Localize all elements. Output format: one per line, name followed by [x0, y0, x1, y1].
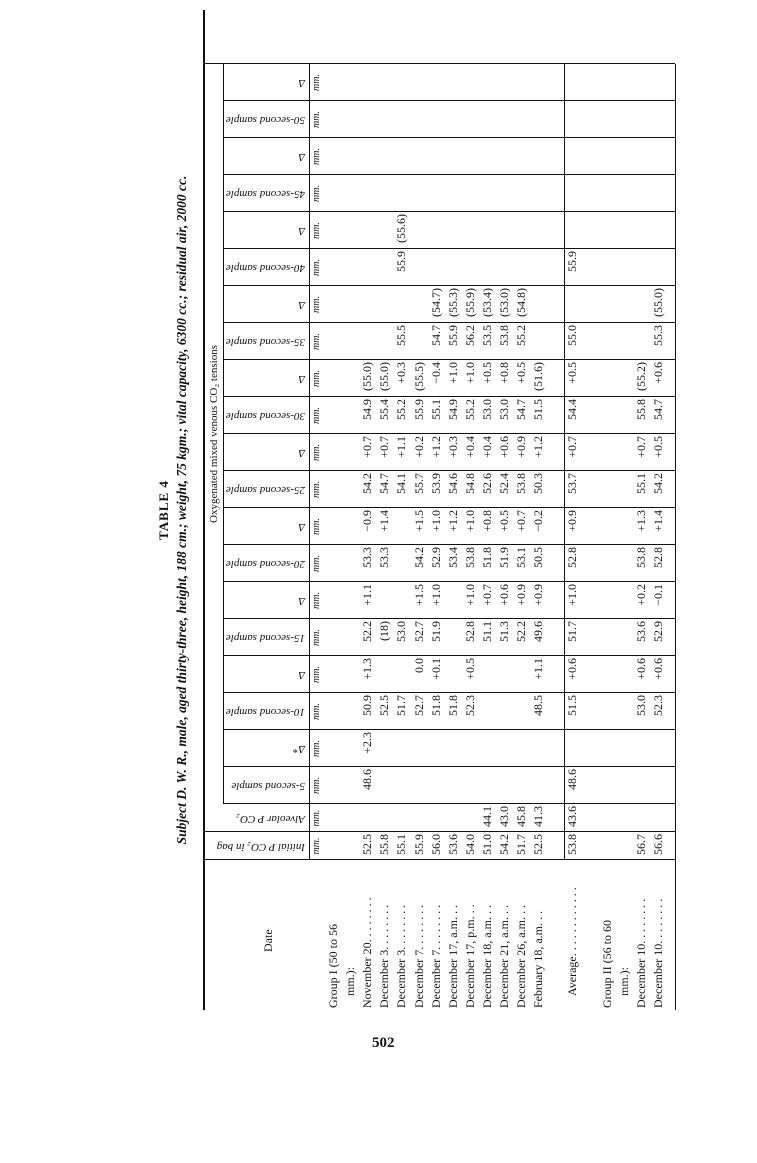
- table-cell: 55.9: [445, 325, 460, 346]
- delta-value: +0.3: [445, 436, 460, 458]
- table-cell: 55.7: [411, 473, 426, 494]
- delta-value: −0.2: [531, 510, 546, 532]
- table-cell: 55.5: [394, 325, 409, 346]
- delta-value: +1.0: [565, 584, 580, 606]
- table-cell: 51.8: [428, 695, 443, 716]
- delta-value: (55.6): [394, 214, 409, 243]
- delta-value: +1.1: [531, 658, 546, 680]
- delta-value: +0.4: [462, 436, 477, 458]
- column-rule: [223, 803, 675, 804]
- row-date: December 17, a.m. . .: [445, 905, 460, 1008]
- unit-label: mm.: [311, 592, 322, 609]
- delta-header: Δ: [298, 373, 305, 386]
- table-cell: 56.2: [462, 325, 477, 346]
- table-cell: 56.0: [428, 834, 443, 855]
- table-cell: 55.2: [462, 399, 477, 420]
- table-cell: 54.2: [497, 834, 511, 855]
- row-date: December 3. . . . . . . .: [377, 904, 392, 1008]
- table-cell: 52.5: [377, 695, 392, 716]
- table-cell: 55.1: [394, 834, 409, 855]
- table-cell: 53.3: [377, 547, 392, 568]
- table-label: TABLE 4: [156, 480, 171, 540]
- column-rule: [223, 211, 675, 212]
- bottom-rule: [675, 64, 676, 1010]
- table-cell: 48.6: [565, 769, 580, 790]
- row-date: mm.):: [343, 967, 358, 996]
- table-cell: 53.6: [633, 621, 648, 642]
- unit-label: mm.: [311, 185, 322, 202]
- delta-header: Δ: [298, 521, 305, 534]
- table-cell: 55.1: [633, 473, 648, 494]
- delta-value: (55.5): [411, 362, 426, 391]
- table-cell: 53.1: [514, 547, 529, 568]
- table-cell: 55.1: [428, 399, 443, 420]
- table-subtitle: Subject D. W. R., male, aged thirty-three, height, 188 cm.; weight, 75 kgm.; vital capacity, 6300 cc.; residual air, 2000 cc.: [174, 175, 189, 845]
- row-date: December 26, a.m. . .: [514, 905, 529, 1008]
- delta-value: +1.0: [462, 362, 477, 384]
- table-cell: 55.0: [565, 325, 580, 346]
- table-cell: 52.5: [360, 834, 375, 855]
- table-cell: 51.9: [497, 547, 511, 568]
- table-cell: 50.9: [360, 695, 375, 716]
- table-cell: 51.8: [479, 547, 494, 568]
- table-caption: [155, 10, 203, 1010]
- column-rule: [223, 100, 675, 101]
- delta-value: +0.7: [360, 436, 375, 458]
- table-cell: 52.4: [497, 473, 511, 494]
- table-cell: 56.7: [633, 834, 648, 855]
- table-cell: 54.9: [360, 399, 375, 420]
- table-cell: 51.1: [479, 621, 494, 642]
- delta-value: (55.9): [462, 288, 477, 317]
- table-cell: (18): [377, 621, 392, 641]
- sample-header: 25-second sample: [225, 484, 305, 497]
- delta-value: +1.0: [445, 362, 460, 384]
- delta-header: Δ: [298, 225, 305, 238]
- delta-value: +0.7: [377, 436, 392, 458]
- table-cell: 51.0: [479, 834, 494, 855]
- table-cell: 51.7: [514, 834, 529, 855]
- delta-value: (55.3): [445, 288, 460, 317]
- row-date: November 20. . . . . . . .: [360, 897, 375, 1008]
- delta-value: −0.9: [360, 510, 375, 532]
- table-cell: 53.0: [479, 399, 494, 420]
- column-rule: [205, 831, 675, 832]
- column-rule: [223, 248, 675, 249]
- delta-value: +0.6: [650, 658, 665, 680]
- unit-label: mm.: [311, 370, 322, 387]
- delta-header: Δ: [298, 77, 305, 90]
- delta-value: +1.1: [394, 436, 409, 458]
- delta-value: +1.2: [428, 436, 443, 458]
- row-date: February 18, a.m. . .: [531, 911, 546, 1008]
- group-header-rule: [223, 64, 224, 804]
- row-date: December 17, p.m. . .: [462, 904, 477, 1008]
- delta-value: +2.3: [360, 732, 375, 754]
- table-cell: 51.5: [531, 399, 546, 420]
- delta-value: +1.0: [462, 510, 477, 532]
- row-date: December 7. . . . . . . .: [411, 904, 426, 1008]
- table-cell: 43.6: [565, 806, 580, 827]
- delta-value: +0.6: [497, 584, 511, 606]
- unit-label: mm.: [311, 444, 322, 461]
- table-cell: 45.8: [514, 806, 529, 827]
- table-cell: 54.7: [650, 399, 665, 420]
- delta-value: +1.0: [428, 584, 443, 606]
- sample-header: 10-second sample: [225, 706, 305, 719]
- unit-label: mm.: [311, 740, 322, 757]
- delta-value: +0.6: [650, 362, 665, 384]
- table-cell: 41.3: [531, 806, 546, 827]
- row-date: Group II (56 to 60: [599, 920, 614, 1008]
- delta-value: +0.6: [633, 658, 648, 680]
- table-cell: 53.9: [428, 473, 443, 494]
- table-cell: 53.4: [445, 547, 460, 568]
- delta-value: +0.5: [565, 362, 580, 384]
- table-cell: 52.2: [360, 621, 375, 642]
- row-date: December 3. . . . . . . .: [394, 904, 409, 1008]
- table-cell: 53.8: [462, 547, 477, 568]
- delta-value: +0.9: [565, 510, 580, 532]
- table-cell: 53.5: [479, 325, 494, 346]
- sample-header: 50-second sample: [225, 114, 305, 127]
- table-cell: 54.2: [411, 547, 426, 568]
- delta-value: +1.0: [428, 510, 443, 532]
- table-cell: 53.0: [633, 695, 648, 716]
- delta-value: +0.4: [479, 436, 494, 458]
- delta-header: Δ: [298, 151, 305, 164]
- table-cell: 52.7: [411, 621, 426, 642]
- column-rule: [223, 655, 675, 656]
- initial-pco2-header: Initial P CO₂ in bag: [216, 841, 305, 853]
- delta-value: +1.5: [411, 584, 426, 606]
- row-date: Average. . . . . . . . . . . .: [565, 887, 580, 996]
- delta-value: +0.9: [514, 584, 529, 606]
- rotated-table-page: [155, 10, 675, 1010]
- delta-value: +1.2: [531, 436, 546, 458]
- table-cell: 52.8: [565, 547, 580, 568]
- alveolar-pco2-header: Alveolar P CO₂: [236, 813, 305, 825]
- delta-value: +0.6: [565, 658, 580, 680]
- delta-header: Δ*: [293, 743, 305, 756]
- column-rule: [223, 285, 675, 286]
- delta-value: +0.7: [514, 510, 529, 532]
- table-cell: 53.8: [514, 473, 529, 494]
- table-cell: 53.3: [360, 547, 375, 568]
- table-cell: 54.4: [565, 399, 580, 420]
- delta-value: −0.4: [428, 362, 443, 384]
- table-cell: 52.9: [428, 547, 443, 568]
- unit-label: mm.: [311, 296, 322, 313]
- table-cell: 43.0: [497, 806, 511, 827]
- delta-header: Δ: [298, 447, 305, 460]
- unit-label: mm.: [311, 333, 322, 350]
- column-rule: [223, 618, 675, 619]
- unit-label: mm.: [311, 809, 322, 827]
- table-cell: 51.9: [428, 621, 443, 642]
- data-table: [203, 10, 677, 1010]
- date-header: Date: [261, 929, 275, 952]
- table-cell: 54.2: [360, 473, 375, 494]
- table-cell: 52.7: [411, 695, 426, 716]
- delta-value: (55.0): [360, 362, 375, 391]
- delta-value: +0.5: [479, 362, 494, 384]
- delta-value: +0.7: [479, 584, 494, 606]
- delta-value: +0.2: [411, 436, 426, 458]
- table-cell: 52.5: [531, 834, 546, 855]
- table-cell: 55.9: [411, 399, 426, 420]
- delta-value: +0.5: [514, 362, 529, 384]
- table-cell: 53.0: [394, 621, 409, 642]
- sample-header: 20-second sample: [225, 558, 305, 571]
- table-cell: 56.6: [650, 834, 665, 855]
- delta-value: +0.7: [633, 436, 648, 458]
- delta-header: Δ: [298, 595, 305, 608]
- unit-label: mm.: [311, 777, 322, 794]
- delta-value: (53.0): [497, 288, 511, 317]
- unit-label: mm.: [311, 407, 322, 424]
- table-cell: 54.2: [650, 473, 665, 494]
- delta-value: (54.7): [428, 288, 443, 317]
- table-cell: 54.7: [428, 325, 443, 346]
- delta-value: +0.5: [462, 658, 477, 680]
- delta-value: +0.8: [479, 510, 494, 532]
- delta-header: Δ: [298, 669, 305, 682]
- delta-value: 0.0: [411, 658, 426, 673]
- table-cell: 52.3: [650, 695, 665, 716]
- table-cell: 48.6: [360, 769, 375, 790]
- row-date: Group I (50 to 56: [326, 924, 340, 1008]
- unit-label: mm.: [311, 666, 322, 683]
- table-cell: 52.2: [514, 621, 529, 642]
- table-cell: 55.9: [411, 834, 426, 855]
- delta-value: +1.3: [633, 510, 648, 532]
- row-date: December 7. . . . . . . .: [428, 904, 443, 1008]
- delta-value: +0.8: [497, 362, 511, 384]
- table-cell: 54.7: [377, 473, 392, 494]
- table-cell: 52.6: [479, 473, 494, 494]
- unit-label: mm.: [311, 259, 322, 276]
- sample-header: 5-second sample: [231, 780, 305, 793]
- table-cell: 52.8: [462, 621, 477, 642]
- table-cell: 53.8: [497, 325, 511, 346]
- table-cell: 52.9: [650, 621, 665, 642]
- sample-header: 40-second sample: [225, 262, 305, 275]
- table-cell: 54.1: [394, 473, 409, 494]
- delta-value: +1.3: [360, 658, 375, 680]
- delta-value: (54.8): [514, 288, 529, 317]
- delta-value: +0.5: [650, 436, 665, 458]
- table-cell: 53.6: [445, 834, 460, 855]
- table-cell: 55.9: [394, 251, 409, 272]
- group-header: Oxygenated mixed venous CO₂ tensions: [208, 345, 220, 523]
- table-cell: 54.9: [445, 399, 460, 420]
- delta-value: +0.3: [394, 362, 409, 384]
- table-cell: 55.4: [377, 399, 392, 420]
- delta-value: +1.4: [650, 510, 665, 532]
- table-cell: 53.8: [633, 547, 648, 568]
- table-cell: 55.3: [650, 325, 665, 346]
- delta-value: +0.6: [497, 436, 511, 458]
- delta-value: +1.5: [411, 510, 426, 532]
- delta-value: +1.0: [462, 584, 477, 606]
- unit-label: mm.: [311, 111, 322, 128]
- delta-value: (53.4): [479, 288, 494, 317]
- column-rule: [223, 137, 675, 138]
- row-date: December 10. . . . . . . .: [650, 898, 665, 1008]
- row-date: mm.):: [616, 967, 631, 996]
- column-rule: [223, 692, 675, 693]
- delta-value: +1.2: [445, 510, 460, 532]
- delta-value: +0.9: [514, 436, 529, 458]
- table-cell: 54.6: [445, 473, 460, 494]
- column-rule: [223, 174, 675, 175]
- table-cell: 50.3: [531, 473, 546, 494]
- row-date: December 18, a.m. . .: [479, 905, 494, 1008]
- table-cell: 54.7: [514, 399, 529, 420]
- header-rule: [309, 64, 310, 860]
- table-cell: 54.8: [462, 473, 477, 494]
- delta-value: (51.6): [531, 362, 546, 391]
- sample-header: 35-second sample: [225, 336, 305, 349]
- table-cell: 55.2: [514, 325, 529, 346]
- delta-value: +0.1: [428, 658, 443, 680]
- delta-value: +1.4: [377, 510, 392, 532]
- table-cell: 50.5: [531, 547, 546, 568]
- unit-label: mm.: [311, 629, 322, 646]
- delta-value: +0.5: [497, 510, 511, 532]
- table-cell: 54.0: [462, 834, 477, 855]
- table-cell: 51.5: [565, 695, 580, 716]
- unit-label: mm.: [311, 518, 322, 535]
- delta-value: +0.7: [565, 436, 580, 458]
- table-cell: 48.5: [531, 695, 546, 716]
- column-rule: [205, 63, 675, 64]
- row-date: December 21, a.m. . .: [497, 905, 511, 1008]
- unit-label: mm.: [311, 703, 322, 720]
- delta-value: +0.2: [633, 584, 648, 606]
- table-cell: 55.2: [394, 399, 409, 420]
- unit-label: mm.: [311, 481, 322, 498]
- table-cell: 53.7: [565, 473, 580, 494]
- table-cell: 53.8: [565, 834, 580, 855]
- unit-label: mm.: [311, 837, 322, 855]
- delta-value: (55.0): [650, 288, 665, 317]
- table-cell: 52.3: [462, 695, 477, 716]
- delta-value: (55.0): [377, 362, 392, 391]
- unit-label: mm.: [311, 74, 322, 91]
- table-cell: 44.1: [479, 806, 494, 827]
- table-cell: 49.6: [531, 621, 546, 642]
- average-rule: [564, 64, 565, 860]
- delta-value: +1.1: [360, 584, 375, 606]
- delta-value: (55.2): [633, 362, 648, 391]
- delta-value: −0.1: [650, 584, 665, 606]
- sample-header: 45-second sample: [225, 188, 305, 201]
- row-date: December 10. . . . . . . .: [633, 898, 648, 1008]
- table-cell: 55.9: [565, 251, 580, 272]
- unit-label: mm.: [311, 148, 322, 165]
- unit-label: mm.: [311, 555, 322, 572]
- unit-label: mm.: [311, 222, 322, 239]
- table-cell: 55.8: [377, 834, 392, 855]
- table-cell: 51.7: [394, 695, 409, 716]
- sample-header: 30-second sample: [225, 410, 305, 423]
- sample-header: 15-second sample: [225, 632, 305, 645]
- page-number: 502: [372, 1035, 395, 1051]
- column-rule: [223, 766, 675, 767]
- delta-value: +0.9: [531, 584, 546, 606]
- table-cell: 55.8: [633, 399, 648, 420]
- table-cell: 51.7: [565, 621, 580, 642]
- table-cell: 51.3: [497, 621, 511, 642]
- table-cell: 51.8: [445, 695, 460, 716]
- table-cell: 52.8: [650, 547, 665, 568]
- delta-header: Δ: [298, 299, 305, 312]
- table-cell: 53.0: [497, 399, 511, 420]
